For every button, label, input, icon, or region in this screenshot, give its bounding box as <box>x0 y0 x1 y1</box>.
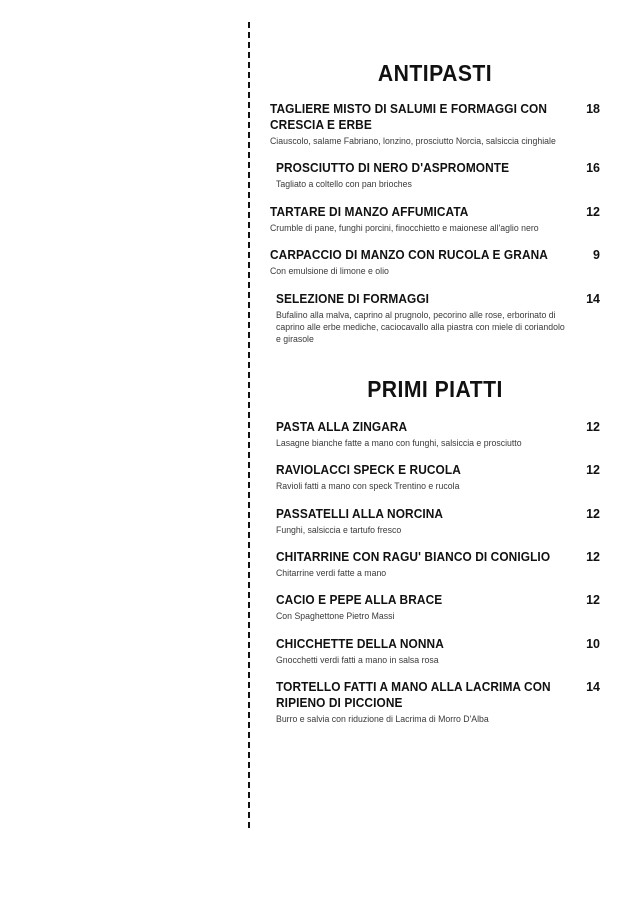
menu-item-description: Ciauscolo, salame Fabriano, lonzino, prosciutto Norcia, salsiccia cinghiale <box>270 136 556 146</box>
menu-item-name: TAGLIERE MISTO DI SALUMI E FORMAGGI CON CRESCIA E ERBE <box>270 102 548 132</box>
menu-item-head <box>276 419 600 435</box>
menu-item-head <box>270 204 600 220</box>
menu-item <box>270 679 600 725</box>
menu-item-head <box>276 636 600 652</box>
menu-item-description: Con emulsione di limone e olio <box>270 266 389 277</box>
menu-item-description: Gnocchetti verdi fatti a mano in salsa rosa <box>276 654 439 665</box>
menu-item-name: CHITARRINE CON RAGU' BIANCO DI CONIGLIO <box>276 550 551 565</box>
menu-item <box>270 247 600 277</box>
menu-item-price: 10 <box>586 636 600 651</box>
menu-content <box>270 60 600 739</box>
menu-item-description: Crumble di pane, funghi porcini, finocchietto e maionese all'aglio nero <box>270 222 539 233</box>
menu-item-name: PASTA ALLA ZINGARA <box>276 419 408 434</box>
menu-item <box>270 101 600 147</box>
menu-item-name: CHICCHETTE DELLA NONNA <box>276 636 444 651</box>
dashed-divider <box>248 22 250 828</box>
menu-item-head <box>276 679 600 711</box>
menu-item-description: Chitarrine verdi fatte a mano <box>276 568 387 579</box>
menu-item-price: 12 <box>586 463 600 478</box>
menu-item <box>270 204 600 234</box>
section-title-antipasti: ANTIPASTI <box>377 60 493 86</box>
menu-item-price: 12 <box>586 419 600 434</box>
menu-item-price: 12 <box>586 204 600 219</box>
menu-item-description: Burro e salvia con riduzione di Lacrima di Morro D'Alba <box>276 714 489 725</box>
menu-item-name: TORTELLO FATTI A MANO ALLA LACRIMA CON RIPIENO DI PICCIONE <box>276 680 551 711</box>
menu-item-name: CACIO E PEPE ALLA BRACE <box>276 593 443 608</box>
menu-item-head <box>276 592 600 608</box>
menu-item-description: Con Spaghettone Pietro Massi <box>276 611 395 622</box>
menu-item-head <box>276 291 600 307</box>
menu-item-description: Tagliato a coltello con pan brioches <box>276 179 412 190</box>
menu-item <box>270 506 600 536</box>
menu-item <box>270 160 600 190</box>
section-primi-piatti <box>270 376 600 726</box>
menu-item-price: 9 <box>593 248 600 263</box>
menu-item-head <box>270 247 600 263</box>
section-title-primi-piatti: PRIMI PIATTI <box>367 375 503 402</box>
menu-item-description: Funghi, salsiccia e tartufo fresco <box>276 524 402 535</box>
menu-item-description: Bufalino alla malva, caprino al prugnolo, pecorino alle rose, erborinato di caprino alle erbe mediche, caciocavallo alla piastra con miele di coriandolo e girasole <box>276 309 565 345</box>
menu-item-head <box>276 160 600 176</box>
menu-item <box>270 592 600 622</box>
menu-item-name: SELEZIONE DI FORMAGGI <box>276 291 430 306</box>
menu-item-name: CARPACCIO DI MANZO CON RUCOLA E GRANA <box>270 248 548 263</box>
menu-item-description: Lasagne bianche fatte a mano con funghi, salsiccia e prosciutto <box>276 437 522 448</box>
menu-item-description: Ravioli fatti a mano con speck Trentino e rucola <box>276 481 460 492</box>
menu-item <box>270 419 600 449</box>
menu-item-head <box>276 506 600 522</box>
menu-item-price: 12 <box>586 550 600 565</box>
menu-item-price: 12 <box>586 593 600 608</box>
menu-item <box>270 291 600 346</box>
menu-item-name: TARTARE DI MANZO AFFUMICATA <box>270 204 469 219</box>
menu-item-name: PROSCIUTTO DI NERO D'ASPROMONTE <box>276 161 510 176</box>
section-antipasti <box>270 60 600 346</box>
menu-item <box>270 549 600 579</box>
menu-item-price: 12 <box>586 506 600 521</box>
menu-item-price: 14 <box>586 680 600 695</box>
menu-item-price: 14 <box>586 291 600 306</box>
menu-item-head <box>270 101 600 133</box>
menu-item-head <box>276 549 600 565</box>
menu-item-name: RAVIOLACCI SPECK E RUCOLA <box>276 463 461 478</box>
menu-item <box>270 636 600 666</box>
menu-item-name: PASSATELLI ALLA NORCINA <box>276 506 444 521</box>
menu-item <box>270 462 600 492</box>
menu-item-price: 16 <box>586 161 600 176</box>
menu-item-price: 18 <box>586 102 600 116</box>
menu-item-head <box>276 462 600 478</box>
